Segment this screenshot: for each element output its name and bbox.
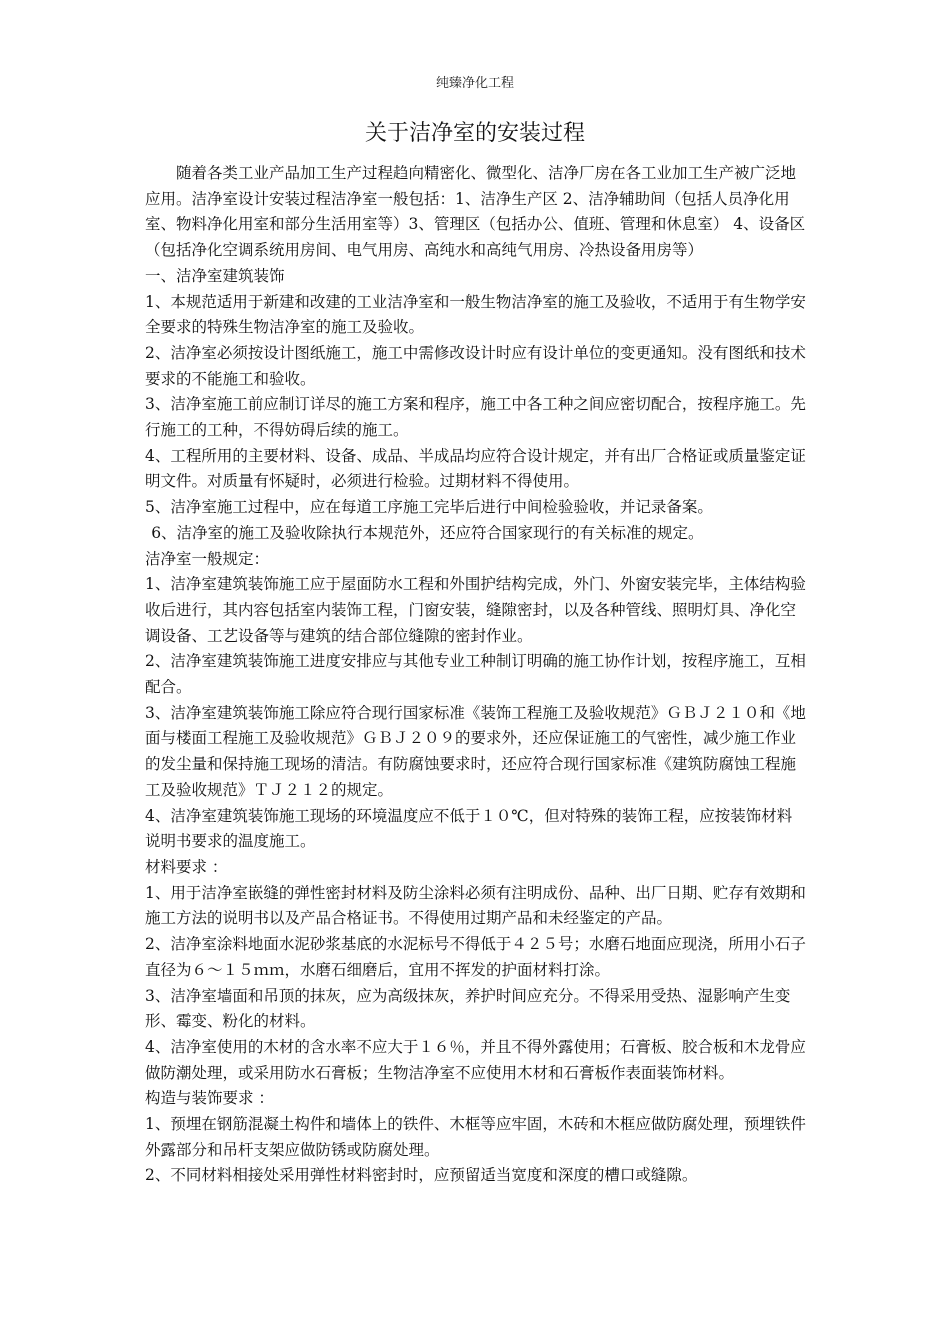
section-heading: 构造与装饰要求 ： [145, 1089, 274, 1108]
paragraph: 1、洁净室建筑装饰施工应于屋面防水工程和外围护结构完成，外门、外窗安装完毕，主体结构验收后进行，其内容包括室内装饰工程，门窗安装，缝隙密封，以及各种管线、照明灯具、净化空调设备、工艺设备等与建筑的结合部位缝隙的密封作业。 [145, 575, 806, 645]
intro-paragraph: 随着各类工业产品加工生产过程趋向精密化、微型化、洁净厂房在各工业加工生产被广泛地应用。洁净室设计安装过程洁净室一般包括：1、洁净生产区 2、洁净辅助间（包括人员净化用室、物料净化用室和部分生活用室等）3、管理区（包括办公、值班、管理和休息室） 4、设备区（包括净化空调系统用房间、电气用房、高纯水和高纯气用房、冷热设备用房等） [145, 164, 806, 260]
paragraph: 2、洁净室涂料地面水泥砂浆基底的水泥标号不得低于４２５号；水磨石地面应现浇，所用小石子直径为６～１５ｍｍ，水磨石细磨后，宜用不挥发的护面材料打涂。 [145, 935, 806, 979]
paragraph: 3、洁净室建筑装饰施工除应符合现行国家标准《装饰工程施工及验收规范》ＧＢＪ２１０和《地面与楼面工程施工及验收规范》ＧＢＪ２０９的要求外，还应保证施工的气密性，减少施工作业的发尘量和保持施工现场的清洁。有防腐蚀要求时，还应符合现行国家标准《建筑防腐蚀工程施工及验收规范》ＴＪ２１２的规定。 [145, 703, 806, 799]
paragraph: 2、洁净室必须按设计图纸施工，施工中需修改设计时应有设计单位的变更通知。没有图纸和技术要求的不能施工和验收。 [145, 343, 806, 388]
paragraph: 2、不同材料相接处采用弹性材料密封时，应预留适当宽度和深度的槽口或缝隙。 [145, 1166, 698, 1185]
section-heading: 材料要求 ： [145, 857, 228, 876]
paragraph: 1、本规范适用于新建和改建的工业洁净室和一般生物洁净室的施工及验收，不适用于有生物学安全要求的特殊生物洁净室的施工及验收。 [145, 292, 806, 337]
paragraph: 2、洁净室建筑装饰施工进度安排应与其他专业工种制订明确的施工协作计划，按程序施工，互相配合。 [145, 652, 806, 697]
paragraph: 4、洁净室建筑装饰施工现场的环境温度应不低于１０℃，但对特殊的装饰工程，应按装饰材料说明书要求的温度施工。 [145, 806, 793, 851]
paragraph: 4、洁净室使用的木材的含水率不应大于１６％，并且不得外露使用；石膏板、胶合板和木龙骨应做防潮处理，或采用防水石膏板；生物洁净室不应使用木材和石膏板作表面装饰材料。 [145, 1037, 806, 1082]
paragraph: 1、预埋在钢筋混凝土构件和墙体上的铁件、木框等应牢固，木砖和木框应做防腐处理，预埋铁件外露部分和吊杆支架应做防锈或防腐处理。 [145, 1115, 806, 1159]
paragraph: 3、洁净室施工前应制订详尽的施工方案和程序，施工中各工种之间应密切配合，按程序施工。先行施工的工种，不得妨碍后续的施工。 [145, 395, 806, 440]
paragraph: 5、洁净室施工过程中，应在每道工序施工完毕后进行中间检验验收，并记录备案。 [145, 498, 713, 517]
paragraph: 6、洁净室的施工及验收除执行本规范外，还应符合国家现行的有关标准的规定。 [151, 523, 704, 542]
page-header: 纯臻净化工程 [435, 76, 514, 91]
document-body [145, 161, 807, 1189]
paragraph: 1、用于洁净室嵌缝的弹性密封材料及防尘涂料必须有注明成份、品种、出厂日期、贮存有效期和施工方法的说明书以及产品合格证书。不得使用过期产品和未经鉴定的产品。 [145, 883, 806, 928]
paragraph: 4、工程所用的主要材料、设备、成品、半成品均应符合设计规定，并有出厂合格证或质量鉴定证明文件。对质量有怀疑时，必须进行检验。过期材料不得使用。 [145, 446, 806, 491]
section-heading: 一、洁净室建筑装饰 [145, 266, 285, 285]
paragraph: 3、洁净室墙面和吊顶的抹灰，应为高级抹灰，养护时间应充分。不得采用受热、湿影响产生变形、霉变、粉化的材料。 [145, 986, 791, 1031]
document-title: 关于洁净室的安装过程 [364, 121, 585, 146]
section-heading: 洁净室一般规定： [145, 549, 270, 568]
